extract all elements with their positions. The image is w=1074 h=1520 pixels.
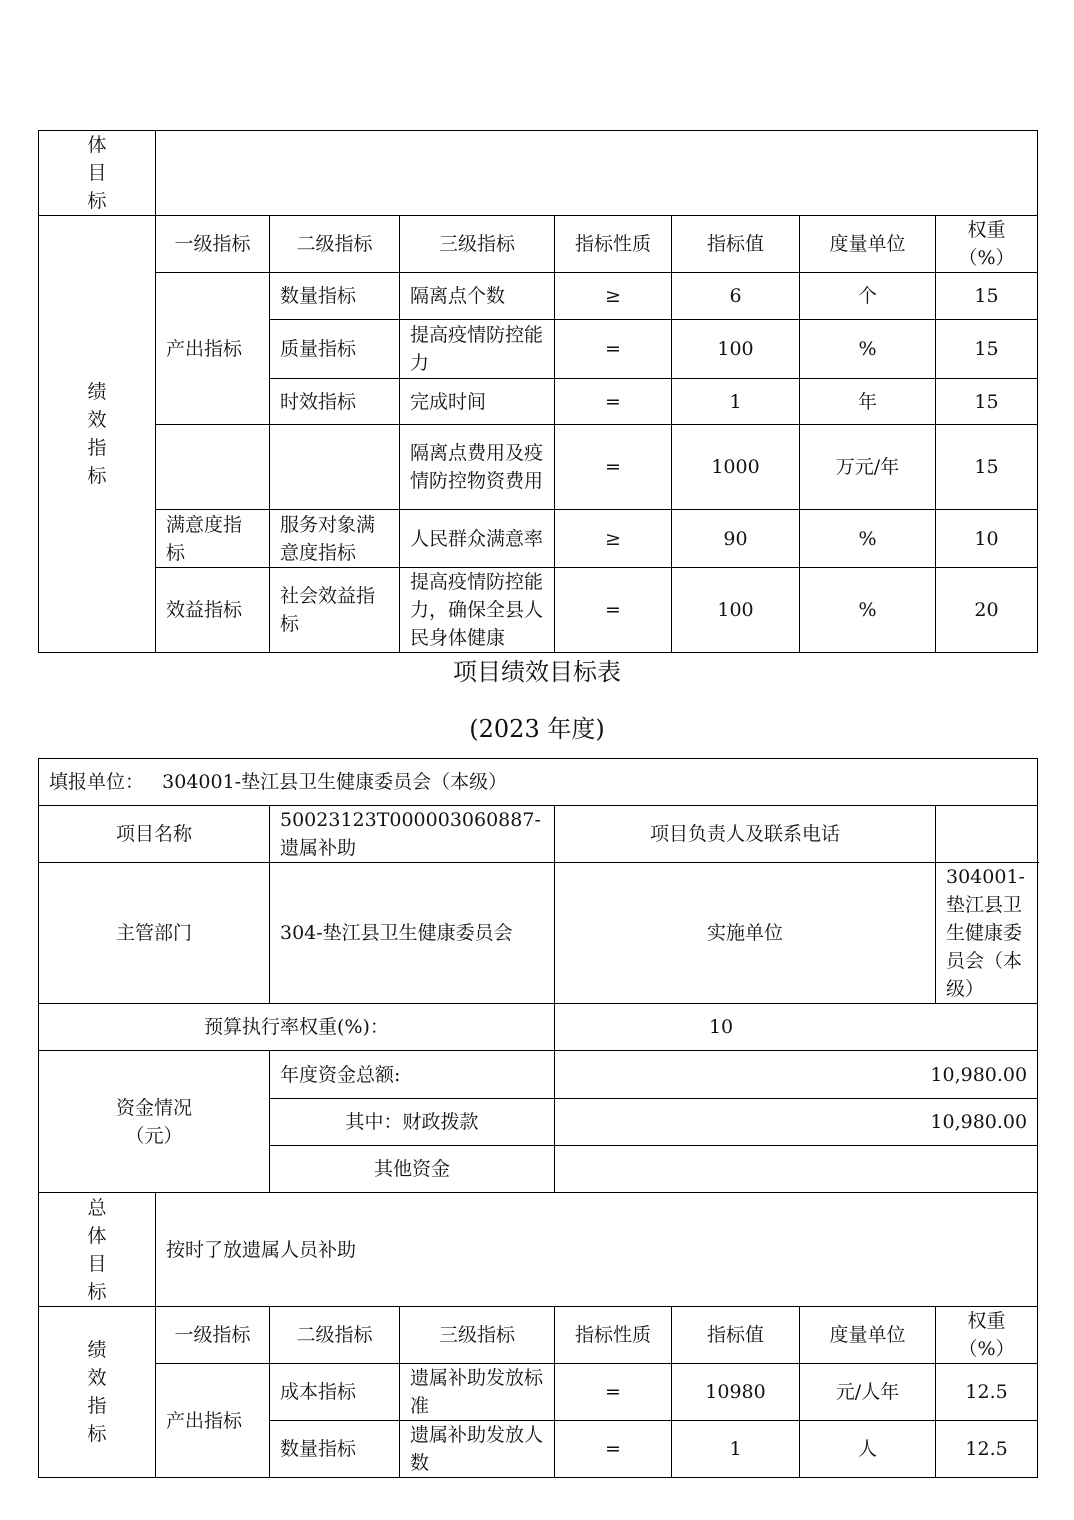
header-level1: 一级指标 bbox=[156, 216, 270, 273]
header-nature: 指标性质 bbox=[555, 1307, 672, 1364]
table-row bbox=[39, 425, 1038, 510]
header-unit: 度量单位 bbox=[800, 1307, 936, 1364]
overall-goal-label: 体 目 标 bbox=[39, 131, 156, 216]
cell-unit: % bbox=[800, 568, 936, 653]
cell-nature: ≥ bbox=[555, 273, 672, 320]
header-unit: 度量单位 bbox=[800, 216, 936, 273]
table-row bbox=[39, 1364, 1038, 1421]
document-year: (2023 年度) bbox=[469, 715, 605, 743]
cell-level2: 数量指标 bbox=[270, 1421, 400, 1478]
budget-rate-value: 10 bbox=[555, 1004, 1038, 1051]
cell-level2: 时效指标 bbox=[270, 379, 400, 425]
cell-level2: 数量指标 bbox=[270, 273, 400, 320]
annual-total-label: 年度资金总额: bbox=[270, 1051, 555, 1099]
cell-value: 1 bbox=[672, 1421, 800, 1478]
overall-goal-text bbox=[156, 131, 1038, 216]
cell-level1: 效益指标 bbox=[156, 568, 270, 653]
dept-label: 主管部门 bbox=[39, 863, 270, 1004]
cell-value: 90 bbox=[672, 510, 800, 568]
funds-label: 资金情况 （元） bbox=[39, 1051, 270, 1193]
fiscal-value: 10,980.00 bbox=[555, 1099, 1038, 1146]
cell-level3: 遗属补助发放标准 bbox=[400, 1364, 555, 1421]
cell-level3: 隔离点个数 bbox=[400, 273, 555, 320]
cell-nature: = bbox=[555, 1421, 672, 1478]
header-weight: 权重（%） bbox=[936, 1307, 1038, 1364]
performance-table bbox=[38, 758, 1038, 1478]
project-name-value: 50023123T000003060887-遗属补助 bbox=[270, 806, 555, 863]
performance-table-continued bbox=[38, 130, 1038, 653]
other-funds-value bbox=[555, 1146, 1038, 1193]
header-value: 指标值 bbox=[672, 216, 800, 273]
cell-unit: 个 bbox=[800, 273, 936, 320]
document-title: 项目绩效目标表 bbox=[453, 658, 621, 686]
cell-value: 6 bbox=[672, 273, 800, 320]
cell-value: 1 bbox=[672, 379, 800, 425]
cell-level2: 服务对象满意度指标 bbox=[270, 510, 400, 568]
cell-value: 100 bbox=[672, 568, 800, 653]
cell-weight: 15 bbox=[936, 379, 1038, 425]
cell-nature: = bbox=[555, 425, 672, 510]
cell-level2 bbox=[270, 425, 400, 510]
dept-value: 304-垫江县卫生健康委员会 bbox=[270, 863, 555, 1004]
table-row bbox=[39, 510, 1038, 568]
cell-nature: = bbox=[555, 379, 672, 425]
cell-level3: 提高疫情防控能力，确保全县人民身体健康 bbox=[400, 568, 555, 653]
budget-rate-label: 预算执行率权重(%)： bbox=[39, 1004, 555, 1051]
cell-unit: 万元/年 bbox=[800, 425, 936, 510]
cell-unit: 年 bbox=[800, 379, 936, 425]
header-weight: 权重（%） bbox=[936, 216, 1038, 273]
perf-indicators-label: 绩 效 指 标 bbox=[39, 216, 156, 653]
cell-weight: 15 bbox=[936, 320, 1038, 379]
cell-weight: 15 bbox=[936, 425, 1038, 510]
cell-level3: 人民群众满意率 bbox=[400, 510, 555, 568]
reporting-unit: 填报单位： 304001-垫江县卫生健康委员会（本级） bbox=[39, 759, 1038, 806]
perf-indicators-label: 绩 效 指 标 bbox=[39, 1307, 156, 1478]
overall-goal-label: 总 体 目 标 bbox=[39, 1193, 156, 1307]
cell-weight: 15 bbox=[936, 273, 1038, 320]
cell-weight: 10 bbox=[936, 510, 1038, 568]
header-level3: 三级指标 bbox=[400, 1307, 555, 1364]
overall-goal-text: 按时了放遗属人员补助 bbox=[156, 1193, 1038, 1307]
cell-unit: 人 bbox=[800, 1421, 936, 1478]
cell-weight: 20 bbox=[936, 568, 1038, 653]
cell-unit: % bbox=[800, 320, 936, 379]
cell-level2: 成本指标 bbox=[270, 1364, 400, 1421]
table-row bbox=[39, 568, 1038, 653]
annual-total-value: 10,980.00 bbox=[555, 1051, 1038, 1099]
fiscal-label: 其中：财政拨款 bbox=[270, 1099, 555, 1146]
impl-unit-label: 实施单位 bbox=[555, 863, 936, 1004]
header-level2: 二级指标 bbox=[270, 1307, 400, 1364]
impl-unit-value: 304001-垫江县卫生健康委员会（本级） bbox=[936, 863, 1038, 1004]
project-name-label: 项目名称 bbox=[39, 806, 270, 863]
cell-level1: 满意度指标 bbox=[156, 510, 270, 568]
contact-label: 项目负责人及联系电话 bbox=[555, 806, 936, 863]
output-group-label: 产出指标 bbox=[156, 1364, 270, 1478]
table-row bbox=[39, 273, 1038, 320]
cell-level3: 遗属补助发放人数 bbox=[400, 1421, 555, 1478]
cell-weight: 12.5 bbox=[936, 1364, 1038, 1421]
header-value: 指标值 bbox=[672, 1307, 800, 1364]
cell-value: 10980 bbox=[672, 1364, 800, 1421]
cell-level2: 社会效益指标 bbox=[270, 568, 400, 653]
header-level3: 三级指标 bbox=[400, 216, 555, 273]
cell-nature: ≥ bbox=[555, 510, 672, 568]
cell-nature: = bbox=[555, 320, 672, 379]
cell-level3: 完成时间 bbox=[400, 379, 555, 425]
cell-nature: = bbox=[555, 568, 672, 653]
header-level2: 二级指标 bbox=[270, 216, 400, 273]
cell-level1 bbox=[156, 425, 270, 510]
cell-level3: 提高疫情防控能力 bbox=[400, 320, 555, 379]
header-nature: 指标性质 bbox=[555, 216, 672, 273]
cell-value: 1000 bbox=[672, 425, 800, 510]
cell-level2: 质量指标 bbox=[270, 320, 400, 379]
other-funds-label: 其他资金 bbox=[270, 1146, 555, 1193]
contact-value bbox=[936, 806, 1038, 863]
header-level1: 一级指标 bbox=[156, 1307, 270, 1364]
cell-unit: % bbox=[800, 510, 936, 568]
cell-unit: 元/人年 bbox=[800, 1364, 936, 1421]
output-group-label: 产出指标 bbox=[156, 273, 270, 425]
cell-weight: 12.5 bbox=[936, 1421, 1038, 1478]
cell-nature: = bbox=[555, 1364, 672, 1421]
cell-level3: 隔离点费用及疫情防控物资费用 bbox=[400, 425, 555, 510]
cell-value: 100 bbox=[672, 320, 800, 379]
